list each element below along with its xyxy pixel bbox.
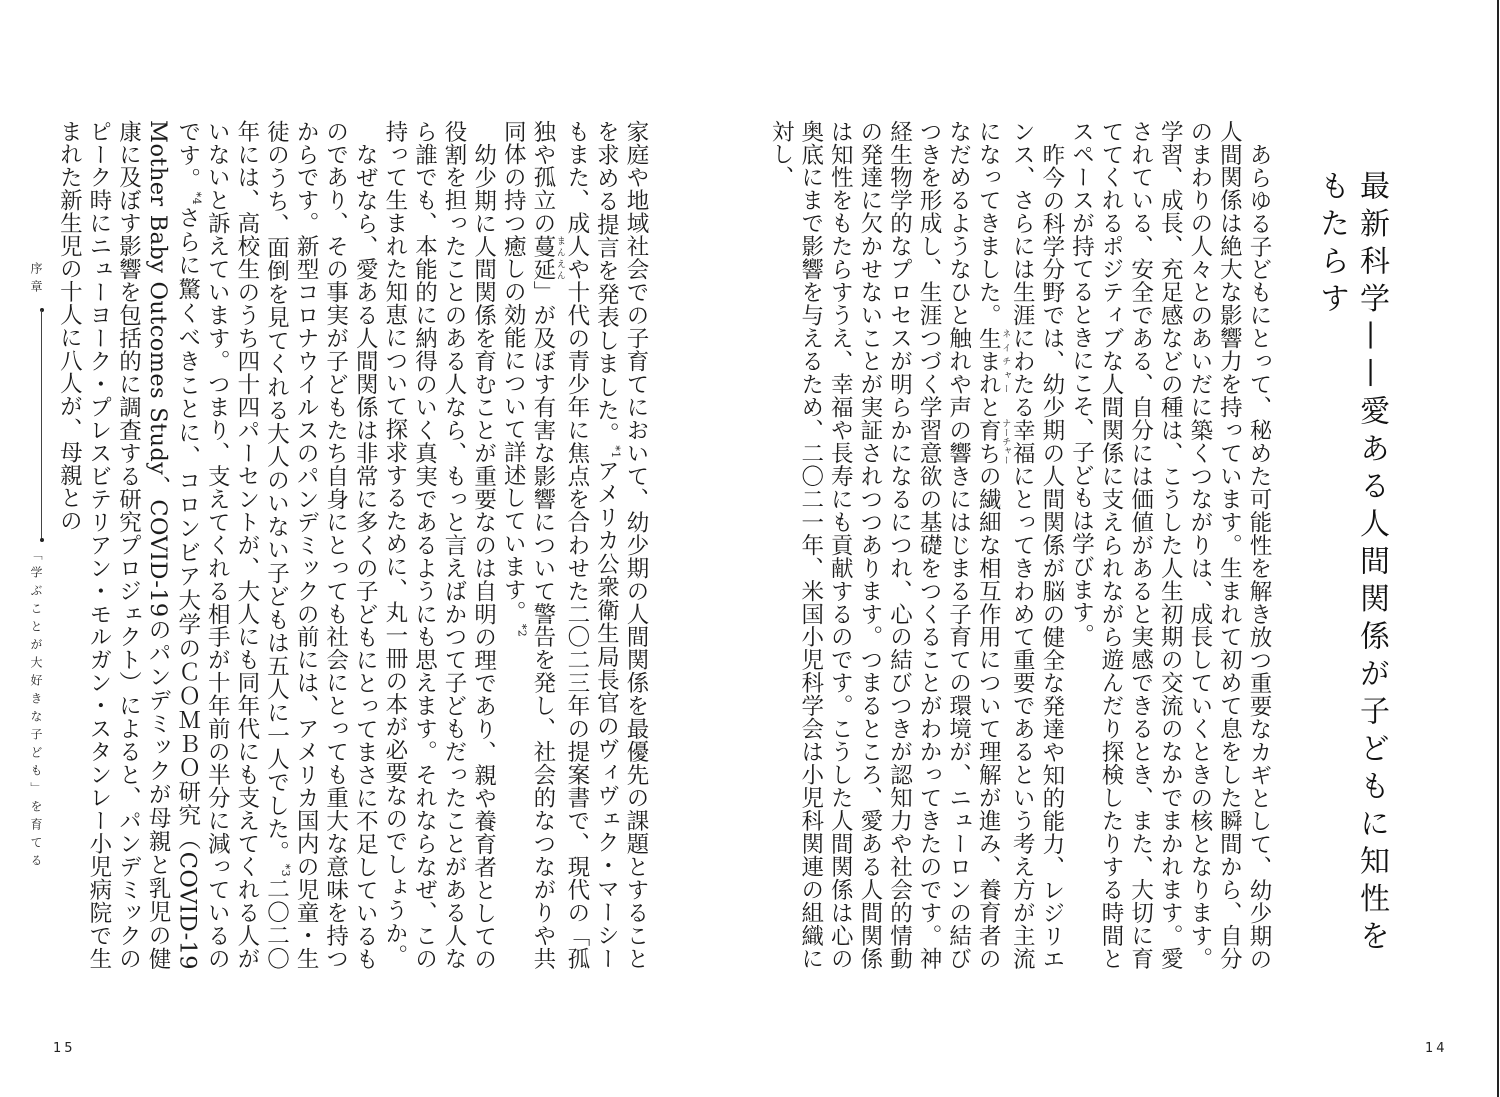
footnote-marker[interactable]: *4 [190, 191, 204, 206]
text-run: 家庭や地域社会での子育てにおいて、幼少期の人間関係を最優先の課題とすることを求める提言を発表しました。 [593, 120, 649, 970]
ruby-annotation: 育ち ナーチャー [975, 418, 1011, 465]
ruby-reading: ナーチャー [1000, 418, 1011, 465]
text-run: 幼少期に人間関係を育むことが重要なのは自明の理であり、親や養育者としての役割を担ったことのある人なら、もっと言えばかつて子どもだったことがある人なら誰でも、本能的に納得のいく真実であるようにも思えます。それならなぜ、この持って生まれた知恵について探求するために、丸一冊の本が必要なのでしょうか。 [381, 120, 497, 970]
text-run: 二〇二〇年には、高校生のうち四十四パーセントが、大人にも同年代にも支えてくれる人がいないと訴えています。つまり、支えてくれる相手が十年前の半分に減っているのです。 [174, 120, 290, 970]
running-head-chapter: 序章 [29, 262, 43, 298]
ruby-annotation: 生まれ ネイチャー [975, 326, 1011, 396]
page-number-left: 15 [53, 1041, 76, 1056]
paragraph [1066, 120, 1273, 970]
footnote-marker[interactable]: *3 [278, 863, 292, 878]
section-heading: 最新科学——愛ある人間関係が子どもに知性をもたらす [1314, 170, 1389, 958]
paragraph [498, 120, 650, 970]
ruby-reading: ネイチャー [1000, 326, 1011, 396]
text-run: なぜなら、愛ある人間関係は非常に多くの子どもにとってまさに不足しているものであり、その事実が子どもたち自身にとっても社会にとっても重大な意味を持つからです。新型コロナウイルスのパンデミックの前には、アメリカ国内の児童・生徒のうち、面倒を見てくれる大人のいない子どもは五人に一人でした。 [263, 120, 379, 970]
text-run: さらに驚くべきことに、コロンビア大学のＣＯＭＢＯ研究（COVID-19 Mother Baby Outcomes Study、COVID-19のパンデミックが母親と乳児の健康に及ぼす影響を包括的に調査する研究プロジェクト）によると、パンデミックのピーク時にニューヨーク・プレスビテリアン・モルガン・スタンレー小児病院で生まれた新生児の十人に八人が、母親との [56, 120, 201, 971]
text-run: と [975, 395, 1002, 419]
text-run: あらゆる子どもにとって、秘めた可能性を解き放つ重要なカギとして、幼少期の人間関係は絶大な影響力を持っています。生まれて初めて息をした瞬間から、自分のまわりの人々とのあいだに築くつながりは、成長していくときの核となります。学習、成長、充足感などの種は、こうした人生初期の交流のなかでまかれます。愛されている、安全である、自分には価値があると実感できるとき、また、大切に育ててくれるポジティブな人間関係に支えられながら遊んだり探検したりする時間とスペースが持てるときにこそ、子どもは学びます。 [1068, 120, 1272, 970]
paragraph [766, 120, 1066, 970]
text-run: の繊細な相互作用について理解が進み、養育者のなだめるようなひと触れや声の響きにはじまる子育ての環境が、ニューロンの結びつきを形成し、生涯つづく学習意欲の基礎をつくることがわかってきたのです。神経生物学的なプロセスが明らかになるにつれ、心の結びつきが認知力や社会的情動の発達に欠かせないことが実証されつつあります。つまるところ、愛ある人間関係は知性をもたらすうえ、幸福や長寿にも貢献するのです。こうした人間関係は心の奥底にまで影響を与えるため、二〇二一年、米国小児科学会は小児科関連の組織に対し、 [768, 120, 1002, 970]
running-head-rule [41, 310, 42, 540]
running-head-dot-bottom [40, 538, 44, 542]
ruby-reading: まんえん [554, 234, 565, 281]
footnote-marker[interactable]: *2 [515, 623, 529, 638]
paragraph [379, 120, 497, 970]
ruby-annotation: 蔓延 まんえん [529, 234, 565, 281]
running-head-title: 「学ぶことが大好きな子ども」を育てる [29, 548, 43, 872]
right-page-body [768, 120, 1273, 970]
left-page-body [56, 120, 650, 971]
text-run: 昨今の科学分野では、幼少期の人間関係が脳の健全な発達や知的能力、レジリエンス、さらには生涯にわたる幸福にとってきわめて重要であるという考え方が主流になってきました。 [975, 120, 1065, 970]
text-run: アメリカ公衆衛生局長官のヴィヴェク・マーシーもまた、成人や十代の青少年に焦点を合わせた二〇二三年の提案書で、現代の「孤独や孤立の [529, 120, 620, 970]
paragraph [54, 120, 380, 970]
text-run: 」が及ぼす有害な影響について警告を発し、社会的なつながりや共同体の持つ癒しの効能について詳述しています。 [500, 120, 556, 970]
page-number-right: 14 [1425, 1041, 1448, 1056]
page-edge-divider [1497, 0, 1499, 1097]
footnote-marker[interactable]: *1 [608, 445, 622, 459]
